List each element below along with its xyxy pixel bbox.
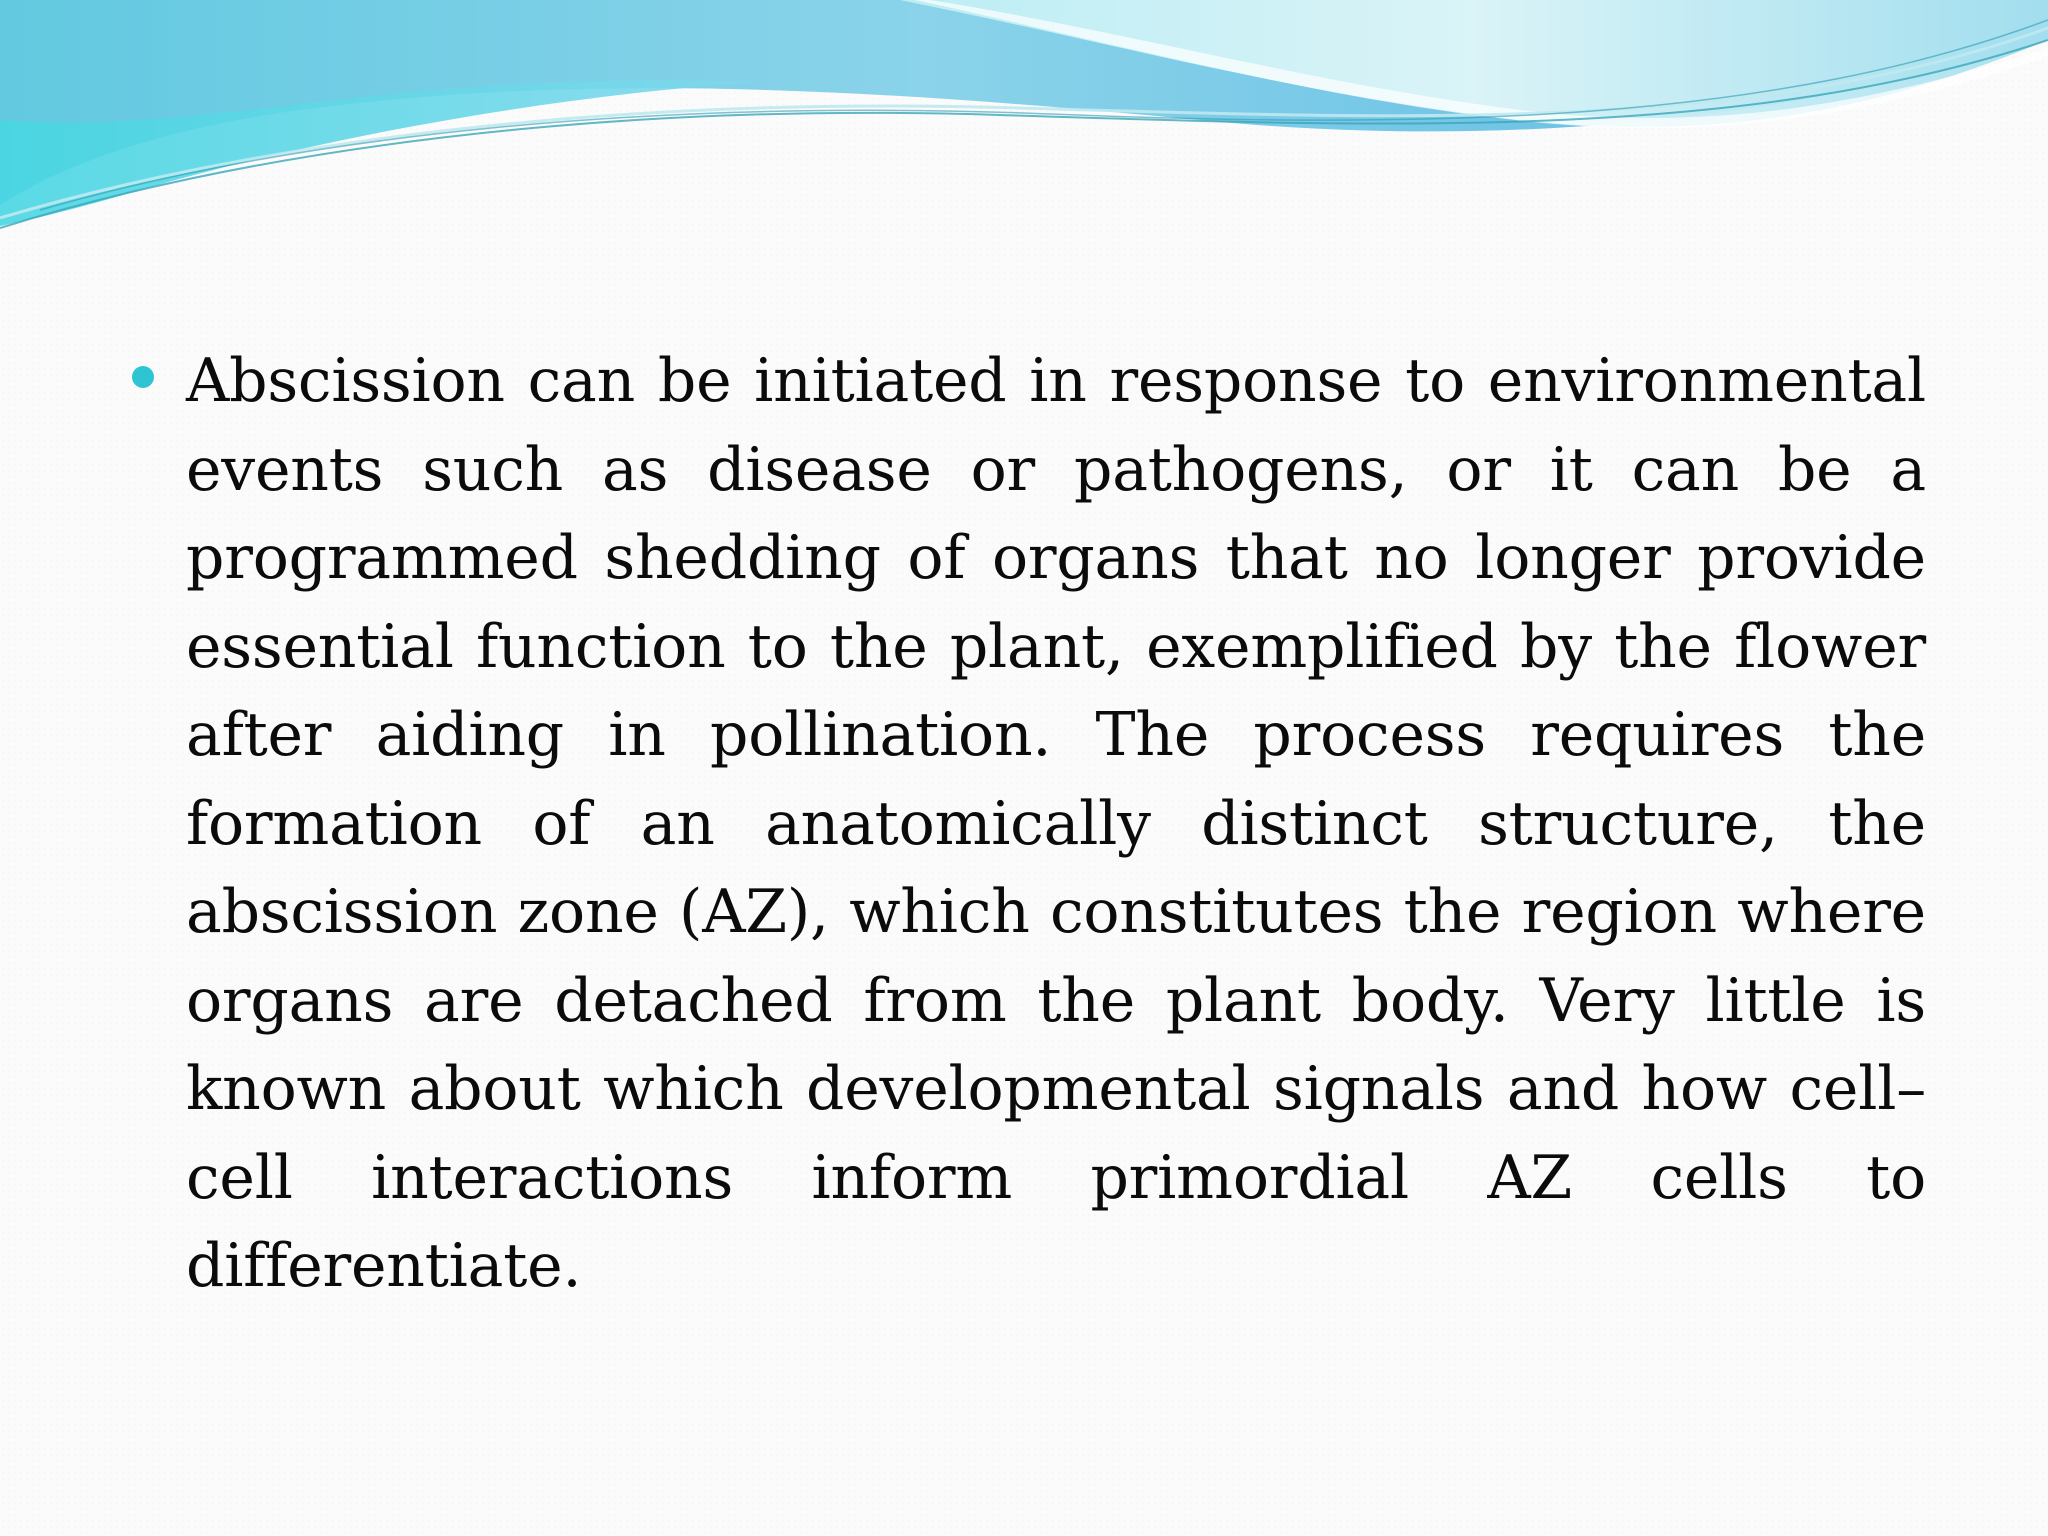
content-area: [132, 337, 1926, 1311]
bullet-text: Abscission can be initiated in response to environmental events such as disease or pathogens, or it can be a programmed shedding of organs that no longer provide essential function to the plant, exemplified by the flower after aiding in pollination. The process requires the formation of an anatomically distinct structure, the abscission zone (AZ), which constitutes the region where organs are detached from the plant body. Very little is known about which developmental signals and how cell–cell interactions inform primordial AZ cells to differentiate.: [186, 346, 1926, 1301]
header-wave-decoration: [0, 0, 2048, 240]
bullet-item: [132, 337, 1926, 1311]
bullet-dot-icon: [132, 366, 154, 388]
